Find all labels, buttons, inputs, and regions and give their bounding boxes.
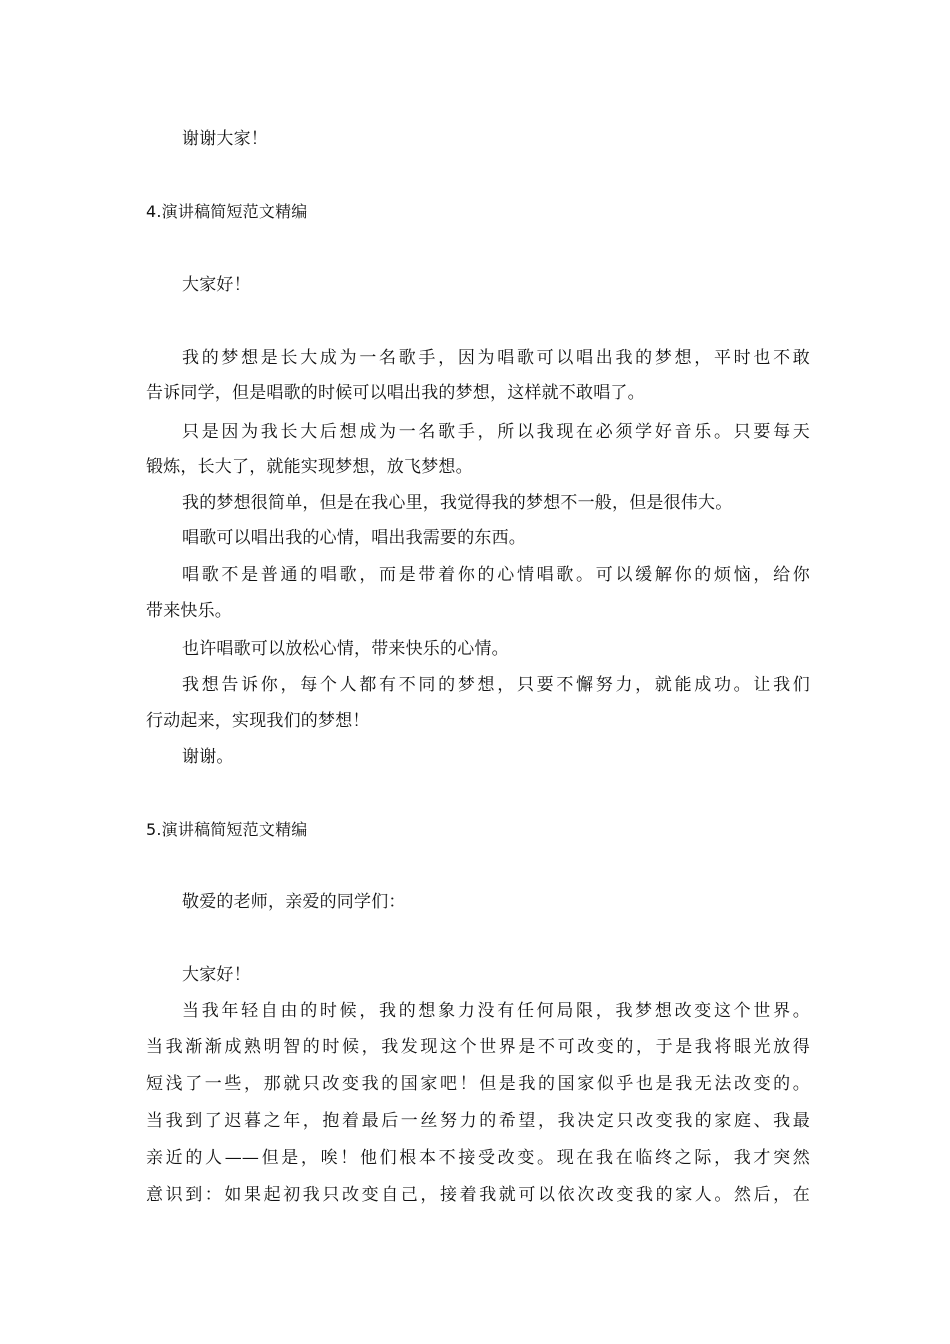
paragraph-line: 亲近的人——但是，唉！他们根本不接受改变。现在我在临终之际，我才突然 [146, 1148, 810, 1168]
paragraph-line: 当我渐渐成熟明智的时候，我发现这个世界是不可改变的，于是我将眼光放得 [146, 1037, 810, 1057]
paragraph-line: 短浅了一些，那就只改变我的国家吧！但是我的国家似乎也是我无法改变的。 [146, 1074, 810, 1094]
paragraph-line: 只是因为我长大后想成为一名歌手，所以我现在必须学好音乐。只要每天 [182, 422, 810, 442]
paragraph-line: 我的梦想很简单，但是在我心里，我觉得我的梦想不一般，但是很伟大。 [182, 493, 733, 513]
paragraph-line: 当我到了迟暮之年，抱着最后一丝努力的希望，我决定只改变我的家庭、我最 [146, 1111, 810, 1131]
paragraph-line: 唱歌可以唱出我的心情，唱出我需要的东西。 [182, 528, 526, 548]
closing-thanks: 谢谢。 [182, 747, 234, 767]
greeting: 大家好！ [182, 965, 251, 985]
paragraph-line: 锻炼，长大了，就能实现梦想，放飞梦想。 [146, 457, 473, 477]
salutation: 敬爱的老师，亲爱的同学们： [182, 892, 406, 912]
section-heading-4: 4.演讲稿简短范文精编 [146, 202, 308, 221]
paragraph-line: 告诉同学，但是唱歌的时候可以唱出我的梦想，这样就不敢唱了。 [146, 383, 645, 403]
paragraph-line: 唱歌不是普通的唱歌，而是带着你的心情唱歌。可以缓解你的烦恼，给你 [182, 565, 810, 585]
paragraph-line: 带来快乐。 [146, 601, 232, 621]
paragraph-line: 也许唱歌可以放松心情，带来快乐的心情。 [182, 639, 509, 659]
paragraph-line: 我想告诉你，每个人都有不同的梦想，只要不懈努力，就能成功。让我们 [182, 675, 810, 695]
paragraph-line: 行动起来，实现我们的梦想！ [146, 711, 370, 731]
closing-thanks: 谢谢大家！ [182, 129, 268, 149]
section-heading-5: 5.演讲稿简短范文精编 [146, 820, 308, 839]
paragraph-line: 当我年轻自由的时候，我的想象力没有任何局限，我梦想改变这个世界。 [182, 1001, 810, 1021]
paragraph-line: 意识到：如果起初我只改变自己，接着我就可以依次改变我的家人。然后，在 [146, 1185, 810, 1205]
paragraph-line: 我的梦想是长大成为一名歌手，因为唱歌可以唱出我的梦想，平时也不敢 [182, 348, 810, 368]
greeting: 大家好！ [182, 275, 251, 295]
